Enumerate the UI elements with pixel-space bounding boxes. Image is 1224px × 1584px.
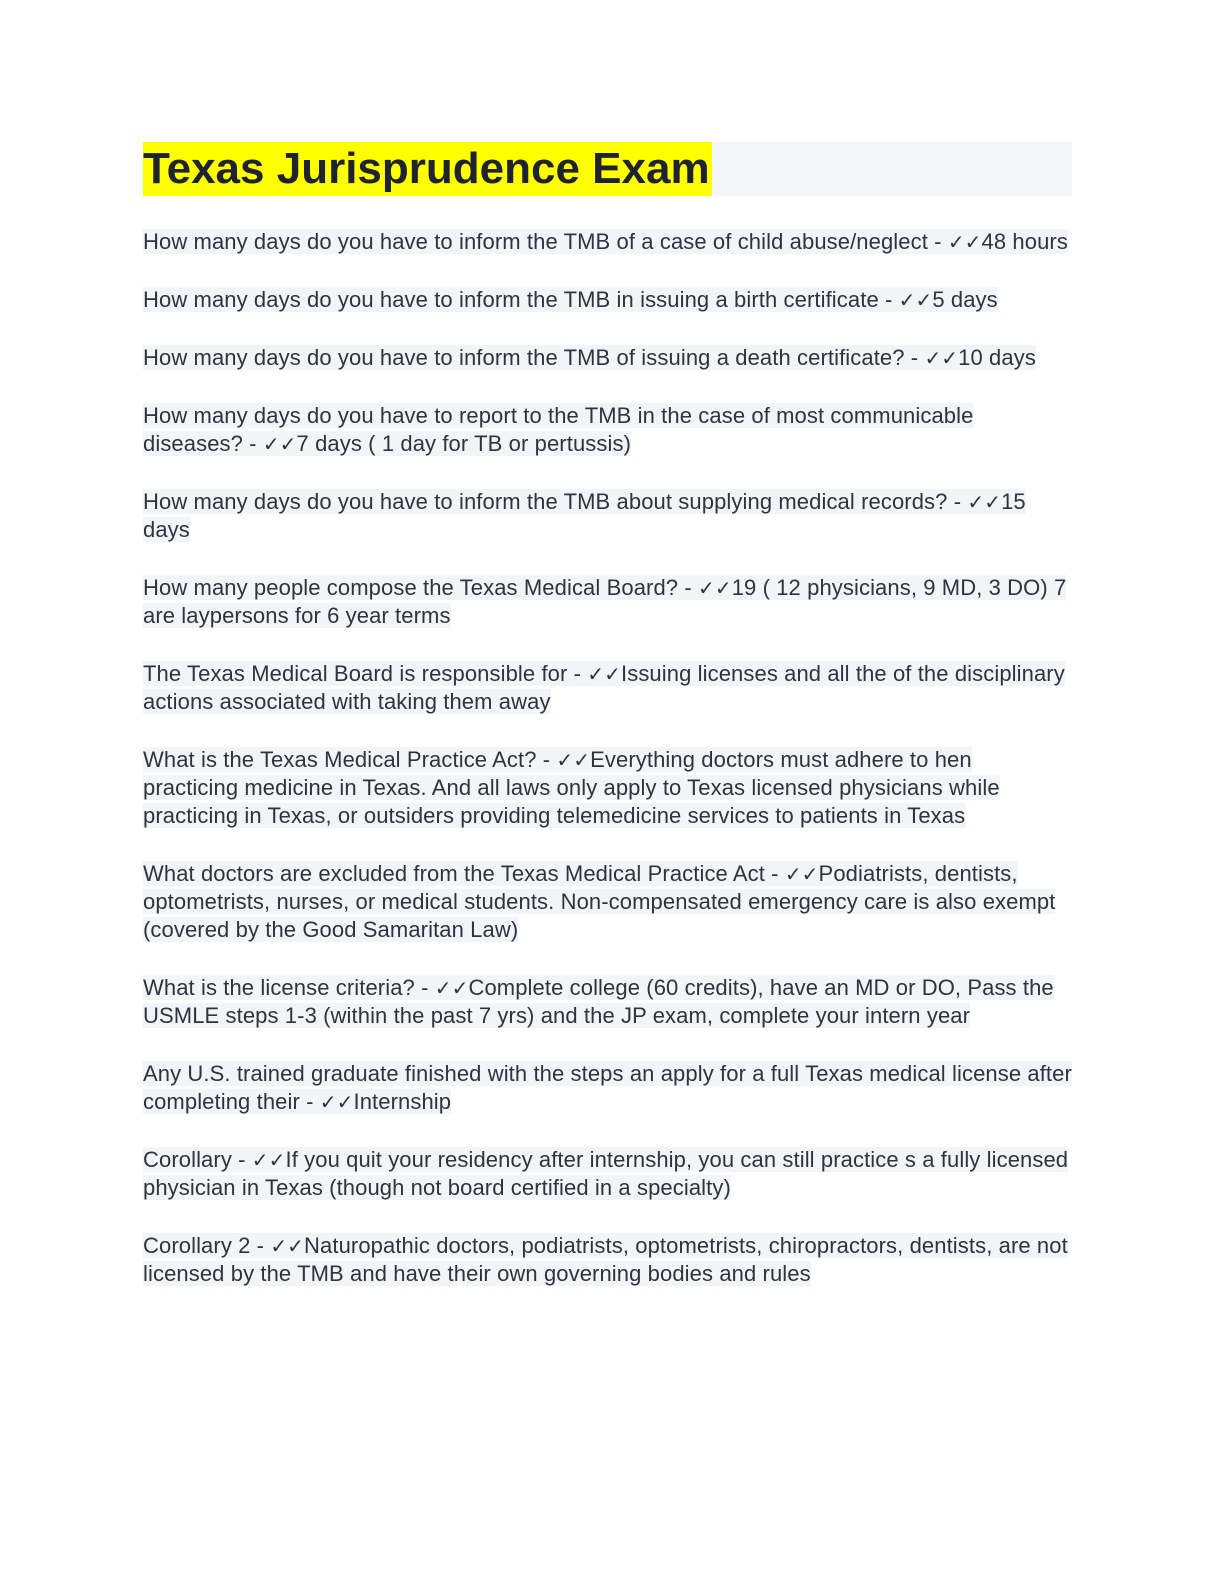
qa-item [143, 344, 1072, 372]
double-check-icon: ✓✓ [784, 862, 819, 886]
answer-text: Podiatrists, dentists, optometrists, nurses, or medical students. Non-compensated emergency care is also exempt (covered by the Good Samaritan Law) [143, 861, 1056, 942]
question-text: Corollary - [143, 1147, 252, 1172]
answer-text: 10 days [958, 345, 1036, 370]
question-text: What is the license criteria? - [143, 975, 435, 1000]
double-check-icon: ✓✓ [262, 432, 297, 456]
answer-text: 5 days [932, 287, 998, 312]
title-bar [143, 142, 1072, 196]
double-check-icon: ✓✓ [587, 662, 622, 686]
answer-text: 7 days ( 1 day for TB or pertussis) [296, 431, 631, 456]
question-text: What doctors are excluded from the Texas Medical Practice Act - [143, 861, 785, 886]
double-check-icon: ✓✓ [924, 346, 959, 370]
double-check-icon: ✓✓ [967, 490, 1002, 514]
qa-item [143, 574, 1072, 630]
qa-item [143, 402, 1072, 458]
answer-text: Issuing licenses and all the of the disciplinary actions associated with taking them away [143, 661, 1065, 714]
qa-item [143, 286, 1072, 314]
answer-text: Naturopathic doctors, podiatrists, optometrists, chiropractors, dentists, are not licensed by the TMB and have their own governing bodies and rules [143, 1233, 1068, 1286]
double-check-icon: ✓✓ [556, 748, 591, 772]
qa-item [143, 488, 1072, 544]
question-text: How many people compose the Texas Medical Board? - [143, 575, 698, 600]
answer-text: 48 hours [981, 229, 1068, 254]
answer-text: Internship [353, 1089, 452, 1114]
question-text: Any U.S. trained graduate finished with the steps an apply for a full Texas medical license after completing their - [143, 1061, 1072, 1114]
qa-item [143, 746, 1072, 830]
qa-item [143, 974, 1072, 1030]
qa-item [143, 228, 1072, 256]
qa-item [143, 1232, 1072, 1288]
question-text: How many days do you have to inform the TMB of a case of child abuse/neglect - [143, 229, 948, 254]
question-text: How many days do you have to inform the TMB in issuing a birth certificate - [143, 287, 899, 312]
page-title: Texas Jurisprudence Exam [143, 142, 712, 196]
answer-text: Complete college (60 credits), have an MD or DO, Pass the USMLE steps 1-3 (within the past 7 yrs) and the JP exam, complete your intern year [143, 975, 1054, 1028]
question-text: How many days do you have to report to the TMB in the case of most communicable diseases? - [143, 403, 974, 456]
question-text: What is the Texas Medical Practice Act? - [143, 747, 557, 772]
double-check-icon: ✓✓ [270, 1234, 305, 1258]
double-check-icon: ✓✓ [251, 1148, 286, 1172]
document-page [143, 142, 1072, 1318]
double-check-icon: ✓✓ [319, 1090, 354, 1114]
double-check-icon: ✓✓ [434, 976, 469, 1000]
qa-list [143, 228, 1072, 1288]
double-check-icon: ✓✓ [697, 576, 732, 600]
double-check-icon: ✓✓ [898, 288, 933, 312]
answer-text: 19 ( 12 physicians, 9 MD, 3 DO) 7 are laypersons for 6 year terms [143, 575, 1067, 628]
qa-item [143, 860, 1072, 944]
question-text: Corollary 2 - [143, 1233, 271, 1258]
answer-text: Everything doctors must adhere to hen practicing medicine in Texas. And all laws only apply to Texas licensed physicians while practicing in Texas, or outsiders providing telemedicine services to patients in Texas [143, 747, 1000, 828]
qa-item [143, 1060, 1072, 1116]
question-text: How many days do you have to inform the TMB of issuing a death certificate? - [143, 345, 925, 370]
qa-item [143, 1146, 1072, 1202]
question-text: The Texas Medical Board is responsible for - [143, 661, 588, 686]
double-check-icon: ✓✓ [947, 230, 982, 254]
answer-text: 15 days [143, 489, 1026, 542]
question-text: How many days do you have to inform the TMB about supplying medical records? - [143, 489, 968, 514]
answer-text: If you quit your residency after internship, you can still practice s a fully licensed physician in Texas (though not board certified in a specialty) [143, 1147, 1069, 1200]
qa-item [143, 660, 1072, 716]
